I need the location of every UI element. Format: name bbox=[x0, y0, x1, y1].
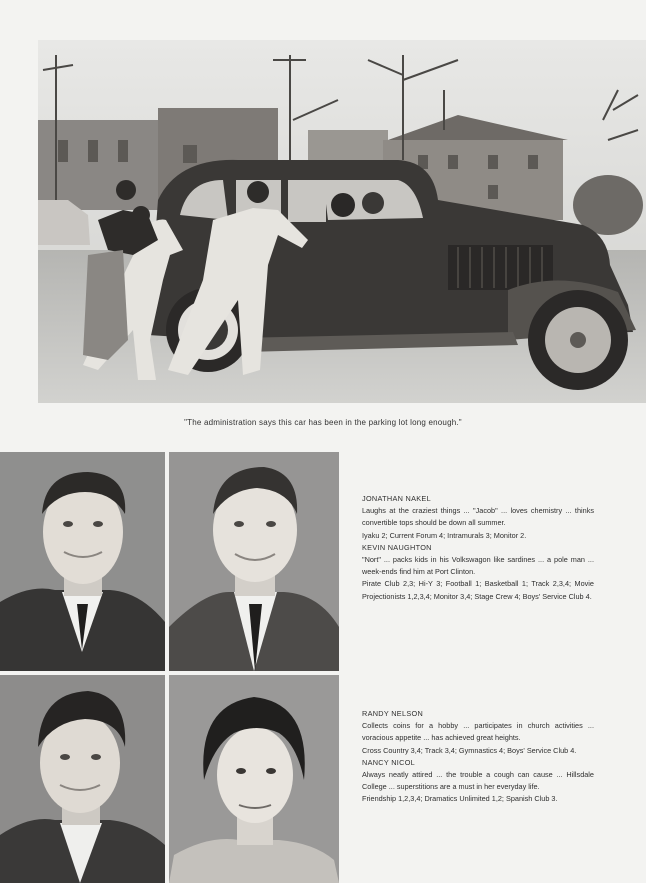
student-activities: Friendship 1,2,3,4; Dramatics Unlimited 1,2; Spanish Club 3. bbox=[362, 794, 558, 804]
portrait-jonathan-nakel bbox=[0, 452, 165, 671]
student-activities: Cross Country 3,4; Track 3,4; Gymnastics 4; Boys' Service Club 4. bbox=[362, 745, 577, 755]
photo-caption: "The administration says this car has been in the parking lot long enough." bbox=[184, 418, 462, 427]
portrait-illustration bbox=[0, 452, 165, 671]
portrait-illustration bbox=[169, 452, 339, 671]
car-photo bbox=[38, 40, 646, 403]
student-description: "Nort" ... packs kids in his Volkswagon like sardines ... a pole man ... week-ends find him at Port Clinton. bbox=[362, 555, 594, 577]
student-activities: Iyaku 2; Current Forum 4; Intramurals 3; Monitor 2. bbox=[362, 530, 527, 540]
student-description: Laughs at the craziest things ... "Jacob" ... loves chemistry ... thinks convertible tops should be down all summer. bbox=[362, 506, 594, 528]
student-name: JONATHAN NAKEL bbox=[362, 494, 431, 503]
portrait-nancy-nicol bbox=[169, 675, 339, 883]
portrait-illustration bbox=[169, 675, 339, 883]
bio-block-bottom bbox=[362, 708, 594, 806]
student-name: KEVIN NAUGHTON bbox=[362, 542, 432, 552]
student-description: Collects coins for a hobby ... participates in church activities ... voracious appetite ... has achieved great heights. bbox=[362, 721, 594, 743]
portrait-illustration bbox=[0, 675, 165, 883]
portrait-kevin-naughton bbox=[169, 452, 339, 671]
bio-block-top bbox=[362, 493, 594, 603]
portrait-randy-nelson bbox=[0, 675, 165, 883]
car-photo-illustration bbox=[38, 40, 646, 403]
student-name: RANDY NELSON bbox=[362, 709, 424, 718]
student-description: Always neatly attired ... the trouble a cough can cause ... Hillsdale College ... superstitions are a must in her everyday life. bbox=[362, 770, 594, 792]
student-name: NANCY NICOL bbox=[362, 757, 416, 767]
student-activities: Pirate Club 2,3; Hi-Y 3; Football 1; Basketball 1; Track 2,3,4; Movie Projectionists 1,2,3,4; Monitor 3,4; Stage Crew 4; Boys' Service Club 4. bbox=[362, 579, 594, 601]
